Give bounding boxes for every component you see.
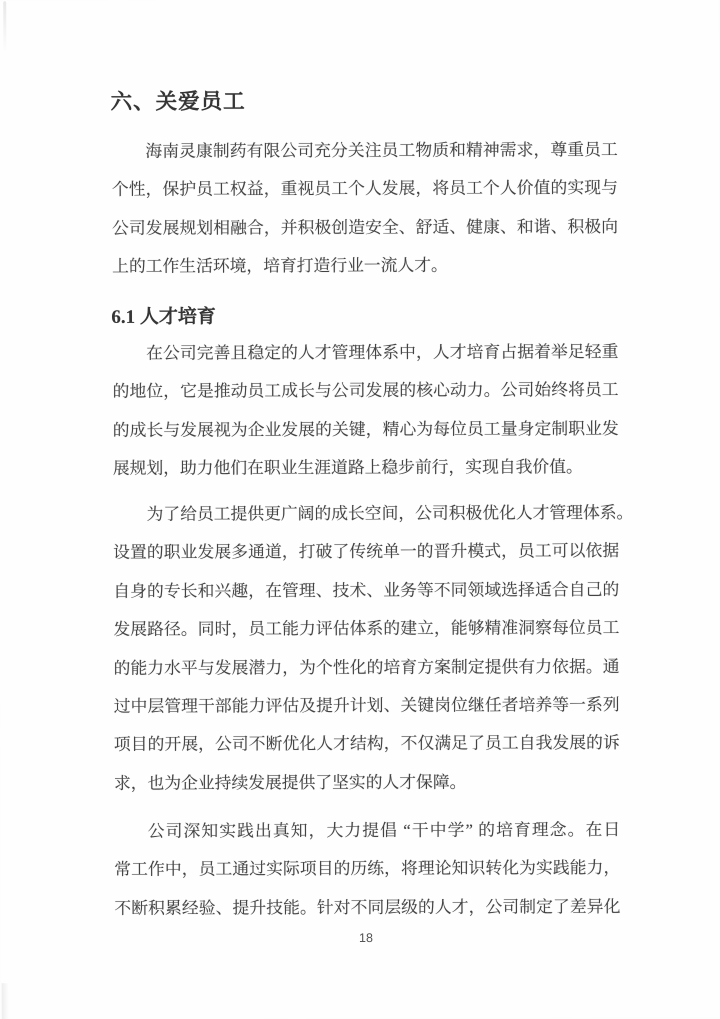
text-line: 的成长与发展视为企业发展的关键，精心为每位员工量身定制职业发 bbox=[112, 418, 619, 440]
text-line: 在公司完善且稳定的人才管理体系中，人才培育占据着举足轻重 bbox=[146, 342, 619, 363]
text-line: 常工作中，员工通过实际项目的历练，将理论知识转化为实践能力， bbox=[114, 858, 621, 880]
text-line: 过中层管理干部能力评估及提升计划、关键岗位继任者培养等一系列 bbox=[113, 695, 620, 716]
text-line: 公司深知实践出真知，大力提倡 “干中学” 的培育理念。在日 bbox=[147, 820, 621, 841]
text-line: 展规划，助力他们在职业生涯道路上稳步前行，实现自我价值。 bbox=[112, 457, 583, 479]
text-line: 上的工作生活环境，培育打造行业一流人才。 bbox=[112, 255, 448, 277]
page-number: 18 bbox=[359, 930, 373, 946]
text-line: 海南灵康制药有限公司充分关注员工物质和精神需求，尊重员工 bbox=[145, 140, 618, 161]
text-line: 的能力水平与发展潜力，为个性化的培育方案制定提供有力依据。通 bbox=[113, 656, 620, 678]
text-line: 设置的职业发展多通道，打破了传统单一的晋升模式，员工可以依据 bbox=[113, 541, 620, 563]
scan-corner-artifact bbox=[2, 983, 9, 1019]
paragraph-intro bbox=[112, 131, 619, 286]
text-line: 公司发展规划相融合，并积极创造安全、舒适、健康、和谐、积极向 bbox=[111, 216, 619, 238]
text-line: 自身的专长和兴趣，在管理、技术、业务等不同领域选择适合自己的 bbox=[113, 579, 620, 601]
text-line: 求，也为企业持续发展提供了坚实的人才保障。 bbox=[113, 772, 467, 793]
text-line: 项目的开展，公司不断优化人才结构，不仅满足了员工自我发展的诉 bbox=[113, 733, 620, 755]
section-heading: 6.1 人才培育 bbox=[111, 306, 216, 328]
paragraph-talent-2 bbox=[113, 494, 634, 803]
text-line: 不断积累经验、提升技能。针对不同层级的人才，公司制定了差异化 bbox=[114, 896, 621, 918]
text-line: 为了给员工提供更广阔的成长空间，公司积极优化人才管理体系。 bbox=[146, 503, 634, 524]
text-line: 个性，保护员工权益，重视员工个人发展，将员工个人价值的实现与 bbox=[111, 178, 618, 200]
chapter-title: 六、关爱员工 bbox=[110, 89, 246, 114]
scan-edge-artifact bbox=[3, 1, 6, 53]
paragraph-talent-1 bbox=[112, 333, 619, 488]
paragraph-talent-3 bbox=[114, 811, 620, 928]
text-line: 发展路径。同时，员工能力评估体系的建立，能够精准洞察每位员工 bbox=[113, 618, 620, 640]
text-line: 的地位，它是推动员工成长与公司发展的核心动力。公司始终将员工 bbox=[112, 380, 619, 402]
